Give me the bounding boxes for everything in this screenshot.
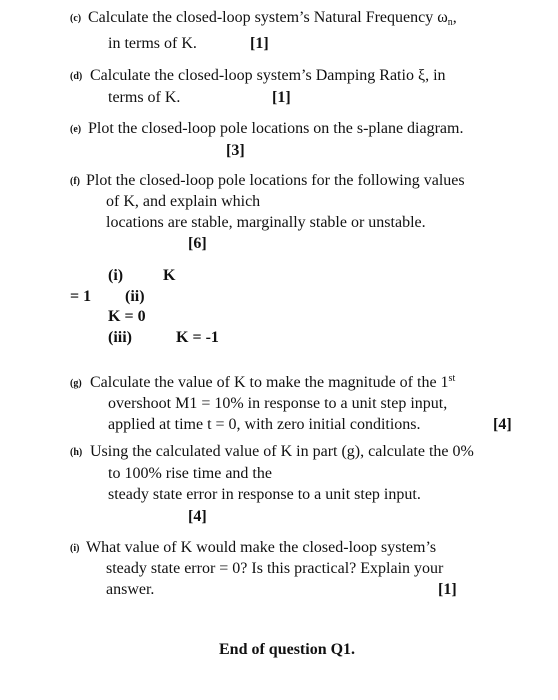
question-e-line-1: Plot the closed-loop pole locations on the s-plane diagram. [88, 120, 464, 137]
question-h-marks: [4] [188, 508, 207, 525]
question-h-label: (h) [70, 447, 83, 458]
case-iii-value: K = -1 [176, 329, 219, 346]
question-i-line-2: steady state error = 0? Is this practical? Explain your [106, 560, 444, 577]
question-c-line-1 [88, 10, 457, 26]
case-iii-label: (iii) [108, 329, 132, 346]
question-i-marks: [1] [438, 581, 457, 598]
question-g-line-1 [90, 375, 455, 391]
question-d-marks: [1] [272, 89, 291, 106]
question-g-label: (g) [70, 378, 82, 389]
question-g-text: Calculate the value of K to make the magnitude of the 1 [90, 374, 449, 391]
question-h-line-2: to 100% rise time and the [108, 465, 272, 482]
omega-subscript: n [447, 17, 453, 28]
question-g-line-3: applied at time t = 0, with zero initial conditions. [108, 416, 421, 433]
question-c-marks: [1] [250, 35, 269, 52]
end-of-question: End of question Q1. [219, 641, 356, 658]
question-i-line-3: answer. [106, 581, 155, 598]
question-d-line-1: Calculate the closed-loop system’s Damping Ratio ξ, in [90, 67, 446, 84]
question-d-label: (d) [70, 71, 83, 82]
question-i-label: (i) [70, 543, 80, 554]
question-f-line-1: Plot the closed-loop pole locations for the following values [86, 172, 465, 189]
question-h-line-3: steady state error in response to a unit step input. [108, 486, 421, 503]
question-c-comma: , [452, 9, 457, 26]
question-d-line-2: terms of K. [108, 89, 181, 106]
question-g-marks: [4] [493, 416, 512, 433]
question-e-marks: [3] [226, 142, 245, 159]
question-i-line-1: What value of K would make the closed-loop system’s [86, 539, 437, 556]
question-f-line-3: locations are stable, marginally stable or unstable. [106, 214, 426, 231]
case-i-k: K [163, 267, 176, 284]
question-f-marks: [6] [188, 235, 207, 252]
question-f-label: (f) [70, 176, 80, 187]
question-f-line-2: of K, and explain which [106, 193, 261, 210]
case-ii-label: (ii) [125, 288, 145, 305]
question-h-line-1: Using the calculated value of K in part (g), calculate the 0% [90, 443, 474, 460]
case-i-value: = 1 [70, 288, 92, 305]
question-e-label: (e) [70, 124, 82, 135]
case-i-label: (i) [108, 267, 124, 284]
case-ii-value: K = 0 [108, 308, 146, 325]
ordinal-superscript: st [448, 373, 456, 384]
question-c-text: Calculate the closed-loop system’s Natural Frequency ω [88, 9, 448, 26]
question-g-line-2: overshoot M1 = 10% in response to a unit step input, [108, 395, 448, 412]
question-c-line-2: in terms of K. [108, 35, 197, 52]
question-c-label: (c) [70, 13, 82, 24]
